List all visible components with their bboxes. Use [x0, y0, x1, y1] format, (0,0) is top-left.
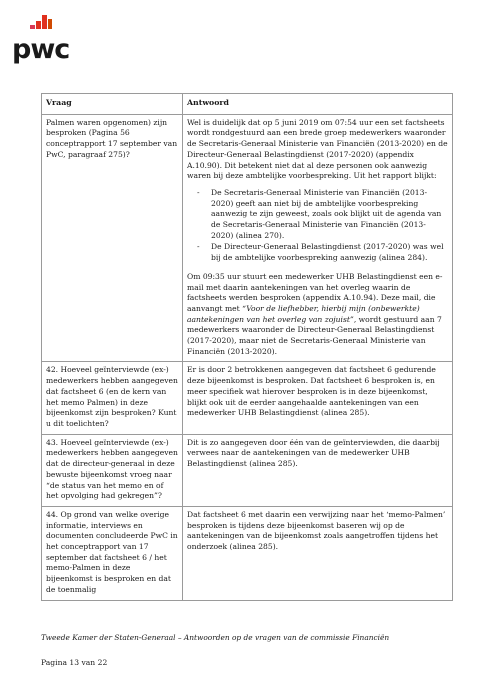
- question-cell: 43. Hoeveel geïnterviewde (ex-) medewerkers hebben aangegeven dat de directeur-generaal in deze bewuste bijeenkomst vroeg naar “de status van het memo en of het opvolging had gekregen”?: [42, 434, 183, 506]
- answer-paragraph: Wel is duidelijk dat op 5 juni 2019 om 07:54 uur een set factsheets wordt rondgestuurd aan een brede groep medewerkers waaronder de Secretaris-Generaal Ministerie van Financiën (2013-2020) en de Directeur-Generaal Belastingdienst (2017-2020) (appendix A.10.90). Dit betekent niet dat al deze personen ook aanwezig waren bij deze ambtelijke voorbespreking. Uit het rapport blijkt:: [187, 117, 448, 181]
- page-number: Pagina 13 van 22: [41, 658, 108, 667]
- table-row: [42, 114, 453, 362]
- answer-cell: [183, 114, 453, 362]
- qa-table: [41, 93, 453, 601]
- email-quote: “Voor de liefhebber, hierbij mijn (onbewerkte) aantekeningen van het overleg van zojuist”: [187, 303, 420, 324]
- answer-bullet-list: [187, 188, 448, 264]
- bullet-text: De Secretaris-Generaal Ministerie van Financiën (2013-2020) geeft aan niet bij de ambtelijke voorbespreking aanwezig te zijn geweest, zoals ook blijkt uit de agenda van de Secretaris-Generaal Ministerie van Financiën (2013-2020) (alinea 270).: [211, 187, 442, 240]
- answer-cell: Dat factsheet 6 met daarin een verwijzing naar het ‘memo-Palmen’ besproken is tijdens deze bijeenkomst baseren wij op de aantekeningen van de bijeenkomst zoals aangetroffen tijdens het onderzoek (alinea 285).: [183, 506, 453, 600]
- header-answer: Antwoord: [183, 94, 453, 115]
- answer-cell: Er is door 2 betrokkenen aangegeven dat factsheet 6 gedurende deze bijeenkomst is besproken. Dat factsheet 6 besproken is, en meer specifiek wat hierover besproken is in deze bijeenkomst, blijkt ook uit de eerder aangehaalde aantekeningen van een medewerker UHB Belastingdienst (alinea 285).: [183, 362, 453, 434]
- question-cell: Palmen waren opgenomen) zijn besproken (Pagina 56 conceptrapport 17 september van PwC, paragraaf 275)?: [42, 114, 183, 362]
- bullet-dash: -: [197, 242, 200, 252]
- answer-paragraph: [187, 272, 448, 358]
- pwc-logo-text: pwc: [12, 34, 70, 65]
- table-row: [42, 506, 453, 600]
- answer-text: , wordt gestuurd aan 7 medewerkers waaronder de Directeur-Generaal Belastingdienst (2017-2020), maar niet de Secretaris-Generaal Ministerie van Financiën (2013-2020).: [187, 314, 442, 356]
- footer-text: Tweede Kamer der Staten-Generaal – Antwoorden op de vragen van de commissie Financiën: [41, 633, 390, 642]
- table-row: [42, 362, 453, 434]
- bullet-text: De Directeur-Generaal Belastingdienst (2017-2020) was wel bij de ambtelijke voorbespreking aanwezig (alinea 284).: [211, 242, 444, 263]
- table-header-row: [42, 94, 453, 115]
- table-row: [42, 434, 453, 506]
- answer-text: Om 09:35 uur stuurt een medewerker UHB Belastingdienst een e-mail met daarin aantekeningen van het overleg waarin de factsheets werden besproken (appendix A.10.94). Deze mail, die aanvangt met: [187, 271, 443, 313]
- question-cell: 42. Hoeveel geïnterviewde (ex-) medewerkers hebben aangegeven dat factsheet 6 (en de kern van het memo Palmen) in deze bijeenkomst zijn besproken? Kunt u dit toelichten?: [42, 362, 183, 434]
- header-question: Vraag: [42, 94, 183, 115]
- answer-cell: Dit is zo aangegeven door één van de geïnterviewden, die daarbij verwees naar de aantekeningen van de medewerker UHB Belastingdienst (alinea 285).: [183, 434, 453, 506]
- list-item: [197, 188, 448, 242]
- list-item: [197, 242, 448, 263]
- question-cell: 44. Op grond van welke overige informatie, interviews en documenten concludeerde PwC in het conceptrapport van 17 september dat factsheet 6 / het memo-Palmen in deze bijeenkomst is besproken en dat de toenmalig: [42, 506, 183, 600]
- bullet-dash: -: [197, 187, 200, 197]
